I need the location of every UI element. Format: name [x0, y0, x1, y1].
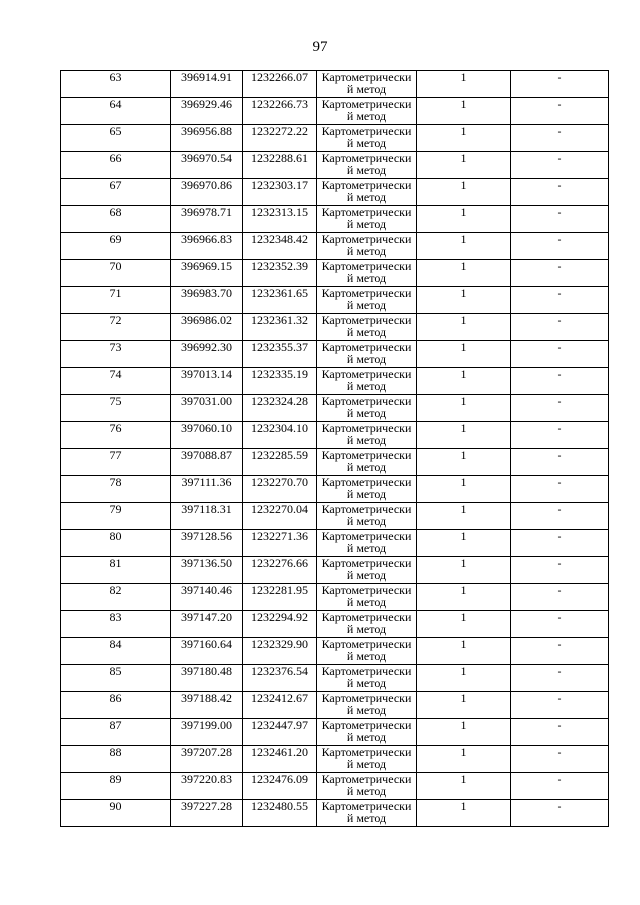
x-coordinate-cell: 397060.10 — [171, 422, 243, 449]
y-coordinate-cell: 1232303.17 — [243, 179, 317, 206]
method-cell: Картометрически й метод — [317, 557, 417, 584]
description-cell: - — [511, 233, 609, 260]
description-cell: - — [511, 422, 609, 449]
table-row — [61, 368, 609, 395]
y-coordinate-cell: 1232281.95 — [243, 584, 317, 611]
description-cell: - — [511, 719, 609, 746]
method-cell: Картометрически й метод — [317, 395, 417, 422]
point-number-cell: 87 — [61, 719, 171, 746]
y-coordinate-cell: 1232335.19 — [243, 368, 317, 395]
x-coordinate-cell: 397118.31 — [171, 503, 243, 530]
table-row — [61, 98, 609, 125]
point-number-cell: 79 — [61, 503, 171, 530]
table-row — [61, 503, 609, 530]
point-number-cell: 75 — [61, 395, 171, 422]
accuracy-cell: 1 — [417, 395, 511, 422]
y-coordinate-cell: 1232285.59 — [243, 449, 317, 476]
table-row — [61, 800, 609, 827]
table-row — [61, 665, 609, 692]
coordinates-table — [60, 70, 609, 827]
accuracy-cell: 1 — [417, 746, 511, 773]
x-coordinate-cell: 397088.87 — [171, 449, 243, 476]
point-number-cell: 63 — [61, 71, 171, 98]
point-number-cell: 67 — [61, 179, 171, 206]
accuracy-cell: 1 — [417, 773, 511, 800]
y-coordinate-cell: 1232266.73 — [243, 98, 317, 125]
description-cell: - — [511, 125, 609, 152]
point-number-cell: 69 — [61, 233, 171, 260]
point-number-cell: 83 — [61, 611, 171, 638]
description-cell: - — [511, 557, 609, 584]
method-cell: Картометрически й метод — [317, 287, 417, 314]
method-cell: Картометрически й метод — [317, 638, 417, 665]
x-coordinate-cell: 396969.15 — [171, 260, 243, 287]
accuracy-cell: 1 — [417, 692, 511, 719]
accuracy-cell: 1 — [417, 179, 511, 206]
y-coordinate-cell: 1232376.54 — [243, 665, 317, 692]
accuracy-cell: 1 — [417, 233, 511, 260]
description-cell: - — [511, 476, 609, 503]
accuracy-cell: 1 — [417, 530, 511, 557]
page-number: 97 — [312, 39, 328, 55]
description-cell: - — [511, 152, 609, 179]
y-coordinate-cell: 1232276.66 — [243, 557, 317, 584]
y-coordinate-cell: 1232270.70 — [243, 476, 317, 503]
description-cell: - — [511, 530, 609, 557]
y-coordinate-cell: 1232348.42 — [243, 233, 317, 260]
table-row — [61, 233, 609, 260]
table-row — [61, 746, 609, 773]
point-number-cell: 72 — [61, 314, 171, 341]
y-coordinate-cell: 1232361.65 — [243, 287, 317, 314]
x-coordinate-cell: 397160.64 — [171, 638, 243, 665]
y-coordinate-cell: 1232304.10 — [243, 422, 317, 449]
method-cell: Картометрически й метод — [317, 260, 417, 287]
method-cell: Картометрически й метод — [317, 611, 417, 638]
x-coordinate-cell: 397180.48 — [171, 665, 243, 692]
table-row — [61, 287, 609, 314]
table-row — [61, 692, 609, 719]
point-number-cell: 70 — [61, 260, 171, 287]
table-row — [61, 719, 609, 746]
description-cell: - — [511, 503, 609, 530]
table-row — [61, 476, 609, 503]
description-cell: - — [511, 584, 609, 611]
description-cell: - — [511, 260, 609, 287]
method-cell: Картометрически й метод — [317, 449, 417, 476]
method-cell: Картометрически й метод — [317, 206, 417, 233]
y-coordinate-cell: 1232266.07 — [243, 71, 317, 98]
point-number-cell: 77 — [61, 449, 171, 476]
accuracy-cell: 1 — [417, 665, 511, 692]
description-cell: - — [511, 179, 609, 206]
point-number-cell: 71 — [61, 287, 171, 314]
method-cell: Картометрически й метод — [317, 800, 417, 827]
x-coordinate-cell: 396914.91 — [171, 71, 243, 98]
description-cell: - — [511, 395, 609, 422]
description-cell: - — [511, 98, 609, 125]
method-cell: Картометрически й метод — [317, 233, 417, 260]
table-row — [61, 71, 609, 98]
x-coordinate-cell: 396956.88 — [171, 125, 243, 152]
description-cell: - — [511, 449, 609, 476]
point-number-cell: 86 — [61, 692, 171, 719]
accuracy-cell: 1 — [417, 719, 511, 746]
accuracy-cell: 1 — [417, 341, 511, 368]
method-cell: Картометрически й метод — [317, 314, 417, 341]
description-cell: - — [511, 314, 609, 341]
description-cell: - — [511, 368, 609, 395]
y-coordinate-cell: 1232272.22 — [243, 125, 317, 152]
point-number-cell: 66 — [61, 152, 171, 179]
method-cell: Картометрически й метод — [317, 98, 417, 125]
method-cell: Картометрически й метод — [317, 179, 417, 206]
x-coordinate-cell: 396986.02 — [171, 314, 243, 341]
point-number-cell: 90 — [61, 800, 171, 827]
point-number-cell: 74 — [61, 368, 171, 395]
y-coordinate-cell: 1232476.09 — [243, 773, 317, 800]
y-coordinate-cell: 1232329.90 — [243, 638, 317, 665]
y-coordinate-cell: 1232271.36 — [243, 530, 317, 557]
accuracy-cell: 1 — [417, 98, 511, 125]
method-cell: Картометрически й метод — [317, 584, 417, 611]
y-coordinate-cell: 1232313.15 — [243, 206, 317, 233]
table-row — [61, 530, 609, 557]
accuracy-cell: 1 — [417, 260, 511, 287]
method-cell: Картометрически й метод — [317, 422, 417, 449]
point-number-cell: 85 — [61, 665, 171, 692]
x-coordinate-cell: 396970.54 — [171, 152, 243, 179]
table-row — [61, 611, 609, 638]
table-row — [61, 395, 609, 422]
table-row — [61, 341, 609, 368]
point-number-cell: 78 — [61, 476, 171, 503]
point-number-cell: 84 — [61, 638, 171, 665]
x-coordinate-cell: 397147.20 — [171, 611, 243, 638]
method-cell: Картометрически й метод — [317, 125, 417, 152]
table-row — [61, 584, 609, 611]
description-cell: - — [511, 773, 609, 800]
table-row — [61, 206, 609, 233]
x-coordinate-cell: 396970.86 — [171, 179, 243, 206]
accuracy-cell: 1 — [417, 206, 511, 233]
x-coordinate-cell: 396929.46 — [171, 98, 243, 125]
x-coordinate-cell: 396992.30 — [171, 341, 243, 368]
y-coordinate-cell: 1232480.55 — [243, 800, 317, 827]
method-cell: Картометрически й метод — [317, 773, 417, 800]
accuracy-cell: 1 — [417, 368, 511, 395]
point-number-cell: 73 — [61, 341, 171, 368]
table-row — [61, 179, 609, 206]
x-coordinate-cell: 397136.50 — [171, 557, 243, 584]
x-coordinate-cell: 397140.46 — [171, 584, 243, 611]
description-cell: - — [511, 206, 609, 233]
point-number-cell: 81 — [61, 557, 171, 584]
x-coordinate-cell: 397128.56 — [171, 530, 243, 557]
x-coordinate-cell: 397013.14 — [171, 368, 243, 395]
point-number-cell: 65 — [61, 125, 171, 152]
description-cell: - — [511, 611, 609, 638]
y-coordinate-cell: 1232355.37 — [243, 341, 317, 368]
x-coordinate-cell: 396966.83 — [171, 233, 243, 260]
table-row — [61, 314, 609, 341]
accuracy-cell: 1 — [417, 422, 511, 449]
x-coordinate-cell: 397199.00 — [171, 719, 243, 746]
y-coordinate-cell: 1232288.61 — [243, 152, 317, 179]
accuracy-cell: 1 — [417, 449, 511, 476]
y-coordinate-cell: 1232412.67 — [243, 692, 317, 719]
point-number-cell: 68 — [61, 206, 171, 233]
point-number-cell: 76 — [61, 422, 171, 449]
x-coordinate-cell: 397207.28 — [171, 746, 243, 773]
point-number-cell: 82 — [61, 584, 171, 611]
accuracy-cell: 1 — [417, 314, 511, 341]
point-number-cell: 80 — [61, 530, 171, 557]
y-coordinate-cell: 1232270.04 — [243, 503, 317, 530]
y-coordinate-cell: 1232324.28 — [243, 395, 317, 422]
table-row — [61, 638, 609, 665]
point-number-cell: 64 — [61, 98, 171, 125]
accuracy-cell: 1 — [417, 152, 511, 179]
method-cell: Картометрически й метод — [317, 692, 417, 719]
description-cell: - — [511, 800, 609, 827]
method-cell: Картометрически й метод — [317, 368, 417, 395]
description-cell: - — [511, 71, 609, 98]
method-cell: Картометрически й метод — [317, 71, 417, 98]
method-cell: Картометрически й метод — [317, 341, 417, 368]
accuracy-cell: 1 — [417, 287, 511, 314]
description-cell: - — [511, 341, 609, 368]
x-coordinate-cell: 396983.70 — [171, 287, 243, 314]
table-row — [61, 557, 609, 584]
description-cell: - — [511, 638, 609, 665]
accuracy-cell: 1 — [417, 476, 511, 503]
accuracy-cell: 1 — [417, 125, 511, 152]
table-row — [61, 152, 609, 179]
description-cell: - — [511, 665, 609, 692]
description-cell: - — [511, 692, 609, 719]
table-row — [61, 773, 609, 800]
x-coordinate-cell: 397111.36 — [171, 476, 243, 503]
coordinates-table-body — [61, 71, 609, 827]
method-cell: Картометрически й метод — [317, 719, 417, 746]
method-cell: Картометрически й метод — [317, 530, 417, 557]
accuracy-cell: 1 — [417, 611, 511, 638]
accuracy-cell: 1 — [417, 800, 511, 827]
x-coordinate-cell: 397220.83 — [171, 773, 243, 800]
y-coordinate-cell: 1232461.20 — [243, 746, 317, 773]
y-coordinate-cell: 1232361.32 — [243, 314, 317, 341]
accuracy-cell: 1 — [417, 71, 511, 98]
method-cell: Картометрически й метод — [317, 503, 417, 530]
x-coordinate-cell: 397227.28 — [171, 800, 243, 827]
point-number-cell: 88 — [61, 746, 171, 773]
table-row — [61, 260, 609, 287]
y-coordinate-cell: 1232294.92 — [243, 611, 317, 638]
accuracy-cell: 1 — [417, 638, 511, 665]
accuracy-cell: 1 — [417, 503, 511, 530]
y-coordinate-cell: 1232352.39 — [243, 260, 317, 287]
accuracy-cell: 1 — [417, 584, 511, 611]
x-coordinate-cell: 397031.00 — [171, 395, 243, 422]
description-cell: - — [511, 746, 609, 773]
table-row — [61, 125, 609, 152]
accuracy-cell: 1 — [417, 557, 511, 584]
table-row — [61, 422, 609, 449]
table-row — [61, 449, 609, 476]
method-cell: Картометрически й метод — [317, 665, 417, 692]
x-coordinate-cell: 397188.42 — [171, 692, 243, 719]
method-cell: Картометрически й метод — [317, 476, 417, 503]
point-number-cell: 89 — [61, 773, 171, 800]
method-cell: Картометрически й метод — [317, 746, 417, 773]
description-cell: - — [511, 287, 609, 314]
y-coordinate-cell: 1232447.97 — [243, 719, 317, 746]
x-coordinate-cell: 396978.71 — [171, 206, 243, 233]
method-cell: Картометрически й метод — [317, 152, 417, 179]
